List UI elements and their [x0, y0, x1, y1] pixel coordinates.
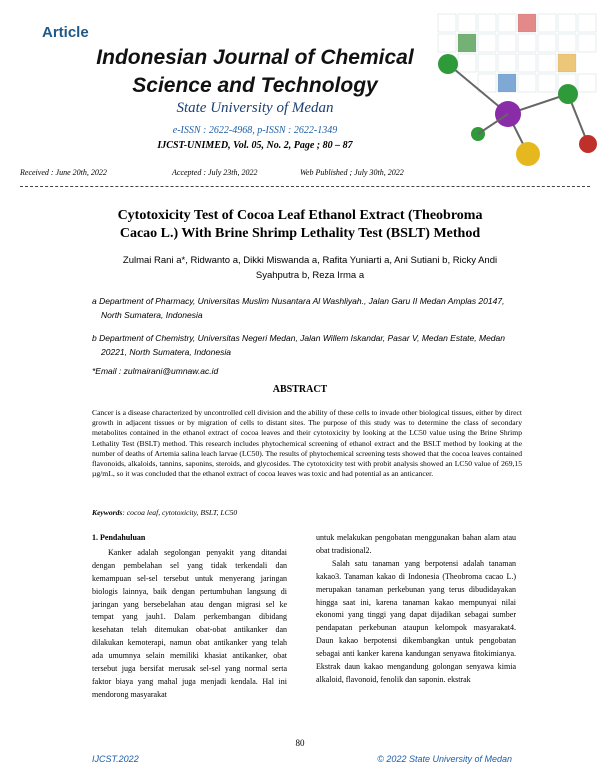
header-divider — [20, 186, 590, 187]
authors-line1: Zulmai Rani a*, Ridwanto a, Dikki Miswanda a, Rafita Yuniarti a, Ani Sutiani b, Ricky Andi — [122, 255, 498, 266]
footer-copyright: © 2022 State University of Medan — [377, 754, 512, 764]
body-column-right — [316, 532, 516, 687]
published-date: Web Published ; July 30th, 2022 — [300, 168, 404, 177]
body-column-left — [92, 532, 287, 702]
affiliation-b-line1: b Department of Chemistry, Universitas Negeri Medan, Jalan Willem Iskandar, Pasar V, Medan Estate, Medan — [92, 333, 505, 343]
university-name: State University of Medan — [176, 100, 334, 116]
accepted-date: Accepted : July 23th, 2022 — [172, 168, 258, 177]
affiliation-a-line1: a Department of Pharmacy, Universitas Muslim Nusantara Al Washliyah., Jalan Garu II Medan Amplas 20147, — [92, 296, 505, 306]
issn-line: e-ISSN : 2622-4968, p-ISSN : 2622-1349 — [172, 125, 338, 136]
received-date: Received : June 20th, 2022 — [20, 168, 107, 177]
journal-title-line2: Science and Technology — [132, 74, 378, 97]
affiliation-b-line2: 20221, North Sumatera, Indonesia — [101, 347, 231, 357]
author-list — [100, 253, 520, 283]
keywords-line — [92, 508, 522, 517]
volume-line: IJCST-UNIMED, Vol. 05, No. 2, Page ; 80 – 87 — [157, 140, 353, 151]
body-paragraph: Salah satu tanaman yang berpotensi adalah tanaman kakao3. Tanaman kakao di Indonesia (Theobroma cacao L.) merupakan tanaman perkebunan yang terus dibudidayakan hingga saat ini, karena tanaman kakao mempunyai nilai ekonomi yang tinggi yang dapat dijadikan sebagai sumber pendapatan perkebunan ataupun kelompok masyarakat4. Daun kakao berpotensi dikembangkan untuk pengobatan sebagai anti kanker karena kandungan senyawa fitokimianya. Ekstrak daun kakao mengandung golongan senyawa kimia alkaloid, flavonoid, fenolik dan saponin. ekstrak — [316, 558, 516, 684]
keywords-values: : cocoa leaf, cytotoxicity, BSLT, LC50 — [122, 508, 238, 517]
affiliation-b — [92, 331, 532, 359]
body-paragraph: untuk melakukan pengobatan menggunakan bahan alam atau obat tradisional2. — [316, 533, 516, 555]
section-heading: 1. Pendahuluan — [92, 533, 146, 542]
authors-line2: Syahputra b, Reza Irma a — [255, 270, 365, 281]
footer-journal: IJCST.2022 — [92, 754, 139, 764]
paper-title — [90, 207, 510, 243]
page-number: 80 — [295, 738, 305, 748]
journal-title — [60, 44, 450, 100]
paper-title-line1: Cytotoxicity Test of Cocoa Leaf Ethanol Extract (Theobroma — [117, 208, 483, 223]
abstract-heading: ABSTRACT — [272, 384, 328, 395]
affiliation-a — [92, 294, 532, 322]
abstract-text: Cancer is a disease characterized by uncontrolled cell division and the ability of these cells to invade other biological tissues, either by direct growth in adjacent tissues or by migration of cells to distant sites. The purpose of this study was to determine the class of secondary metabolites contained in the ethanol extract of cocoa leaves and their cytotoxicity by looking at the LC50 value using the Brine Shrimp Lethality Test (BSLT) method. This research includes phytochemical screening of ethanol extract and the BSLT method by looking at the number of deaths of Artemia salina leach larvae (LC50). The results of phytochemical screening tests showed that the cocoa leaves contained flavonoids, alkaloids, tannins, saponins, steroids, and glycosides. The cytotoxicity test with probit analysis showed an LC50 value of 269,15 µg/mL, so it was concluded that the ethanol extract of cocoa leaves was toxic and had potential as an anticancer. — [92, 408, 522, 479]
corresponding-email: *Email : zulmairani@umnaw.ac.id — [92, 366, 219, 376]
journal-title-line1: Indonesian Journal of Chemical — [96, 46, 414, 69]
article-tag: Article — [42, 24, 89, 41]
paper-title-line2: Cacao L.) With Brine Shrimp Lethality Test (BSLT) Method — [119, 226, 481, 241]
keywords-label: Keywords — [92, 508, 123, 517]
affiliation-a-line2: North Sumatera, Indonesia — [101, 310, 203, 320]
periodic-table-logo — [418, 4, 600, 174]
body-paragraph: Kanker adalah segolongan penyakit yang ditandai dengan pembelahan sel yang tidak terkendali dan kemampuan sel-sel tersebut untuk menyerang jaringan biologis lainnya, baik dengan pertumbuhan langsung di jaringan yang bersebelahan atau dengan migrasi sel ke tempat yang jauh1. Dalam perkembangan dibidang kesehatan telah ditemukan obat-obat antikanker dan dilakukan kemoterapi, namun obat antikanker yang telah ada umumnya selain memiliki khasiat antikanker, obat tersebut juga bersifat merusak sel-sel yang normal serta faktor biaya yang mahal juga menjadi kendala. Hal ini mendorong masyarakat — [92, 547, 287, 699]
